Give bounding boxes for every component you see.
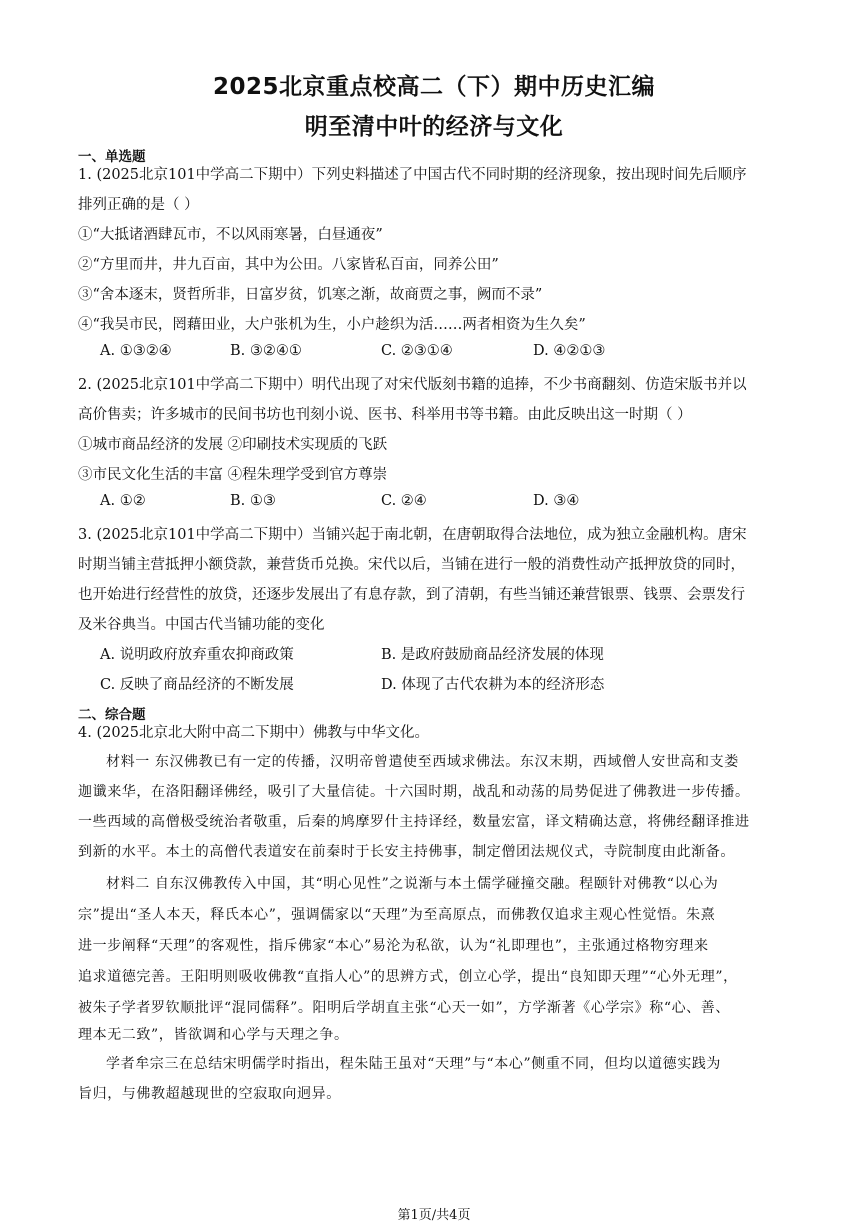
q2-option-b: B. ①③ <box>230 493 276 509</box>
material-two-line-6: 理本无二致”，皆欲调和心学与天理之争。 <box>78 1027 349 1043</box>
q3-stem-line-4: 及米谷典当。中国古代当铺功能的变化 <box>78 617 325 633</box>
document-title: 2025北京重点校高二（下）期中历史汇编 <box>212 74 655 100</box>
material-one-line-4: 到新的水平。本土的高僧代表道安在前秦时于长安主持佛事，制定僧团法规仪式，寺院制度由此渐备。 <box>78 844 735 860</box>
q1-option-c: C. ②③①④ <box>381 343 453 359</box>
q2-option-a: A. ①② <box>100 493 146 509</box>
page-number: 第1页/共4页 <box>397 1208 471 1223</box>
material-two-line-2: 宗”提出“圣人本天，释氏本心”，强调儒家以“天理”为至高原点，而佛教仅追求主观心性觉悟。朱熹 <box>78 907 716 923</box>
material-two-line-3: 进一步阐释“天理”的客观性，指斥佛家“本心”易沦为私欲，认为“礼即理也”，主张通过格物穷理来 <box>78 938 709 954</box>
q3-option-b: B. 是政府鼓励商品经济发展的体现 <box>381 647 604 663</box>
material-three-line-2: 旨归，与佛教超越现世的空寂取向迥异。 <box>78 1086 341 1102</box>
q1-option-b: B. ③②④① <box>230 343 302 359</box>
q1-stem-line-2: 排列正确的是（ ） <box>78 197 199 213</box>
q3-option-c: C. 反映了商品经济的不断发展 <box>100 677 294 693</box>
material-two-line-1: 材料二 自东汉佛教传入中国，其“明心见性”之说渐与本土儒学碰撞交融。程颐针对佛教“以心为 <box>106 876 719 892</box>
q1-item-4: ④“我吴市民，罔藉田业，大户张机为生，小户趁织为活……两者相资为生久矣” <box>78 317 586 333</box>
q1-option-d: D. ④②①③ <box>533 343 606 359</box>
material-three-line-1: 学者牟宗三在总结宋明儒学时指出，程朱陆王虽对“天理”与“本心”侧重不同，但均以道德实践为 <box>106 1056 722 1072</box>
q2-item-row-1: ①城市商品经济的发展 ②印刷技术实现质的飞跃 <box>78 437 388 453</box>
q1-item-3: ③“舍本逐末，贤哲所非，日富岁贫，饥寒之渐，故商贾之事，阙而不录” <box>78 287 543 303</box>
section-heading-single-choice: 一、单选题 <box>78 149 146 165</box>
q2-stem-line-1: 2. (2025北京101中学高二下期中）明代出现了对宋代版刻书籍的追捧，不少书商翻刻、仿造宋版书并以 <box>78 377 747 393</box>
q3-stem-line-2: 时期当铺主营抵押小额贷款，兼营货币兑换。宋代以后，当铺在进行一般的消费性动产抵押放贷的同时， <box>78 557 745 573</box>
material-two-line-5: 被朱子学者罗钦顺批评“混同儒释”。阳明后学胡直主张“心天一如”，方学渐著《心学宗》称“心、善、 <box>78 1000 730 1016</box>
q1-item-2: ②“方里而井，井九百亩，其中为公田。八家皆私百亩，同养公田” <box>78 257 499 273</box>
q2-option-d: D. ③④ <box>533 493 580 509</box>
q2-option-c: C. ②④ <box>381 493 427 509</box>
q3-stem-line-1: 3. (2025北京101中学高二下期中）当铺兴起于南北朝，在唐朝取得合法地位，成为独立金融机构。唐宋 <box>78 527 747 543</box>
section-heading-comprehensive: 二、综合题 <box>78 707 146 723</box>
q3-stem-line-3: 也开始进行经营性的放贷，还逐步发展出了有息存款，到了清朝，有些当铺还兼营银票、钱票、会票发行 <box>78 587 745 603</box>
q2-item-row-2: ③市民文化生活的丰富 ④程朱理学受到官方尊崇 <box>78 467 388 483</box>
q1-stem-line-1: 1. (2025北京101中学高二下期中）下列史料描述了中国古代不同时期的经济现象，按出现时间先后顺序 <box>78 167 747 183</box>
material-one-line-2: 迦谶来华，在洛阳翻译佛经，吸引了大量信徒。十六国时期，战乱和动荡的局势促进了佛教进一步传播。 <box>78 784 750 800</box>
q1-option-a: A. ①③②④ <box>100 343 172 359</box>
material-two-line-4: 追求道德完善。王阳明则吸收佛教“直指人心”的思辨方式，创立心学，提出“良知即天理”“心外无理”， <box>78 969 738 985</box>
document-subtitle: 明至清中叶的经济与文化 <box>304 114 564 140</box>
q3-option-d: D. 体现了古代农耕为本的经济形态 <box>381 677 605 693</box>
material-one-line-1: 材料一 东汉佛教已有一定的传播，汉明帝曾遣使至西域求佛法。东汉末期，西域僧人安世高和支娄 <box>106 754 739 770</box>
q3-option-a: A. 说明政府放弃重农抑商政策 <box>100 647 294 663</box>
material-one-line-3: 一些西域的高僧极受统治者敬重，后秦的鸠摩罗什主持译经，数量宏富，译文精确达意，将佛经翻译推进 <box>78 814 750 830</box>
q2-stem-line-2: 高价售卖；许多城市的民间书坊也刊刻小说、医书、科举用书等书籍。由此反映出这一时期（ ） <box>78 407 692 423</box>
q1-item-1: ①“大抵诸酒肆瓦市，不以风雨寒暑，白昼通夜” <box>78 227 383 243</box>
q4-stem: 4. (2025北京北大附中高二下期中）佛教与中华文化。 <box>78 725 430 741</box>
